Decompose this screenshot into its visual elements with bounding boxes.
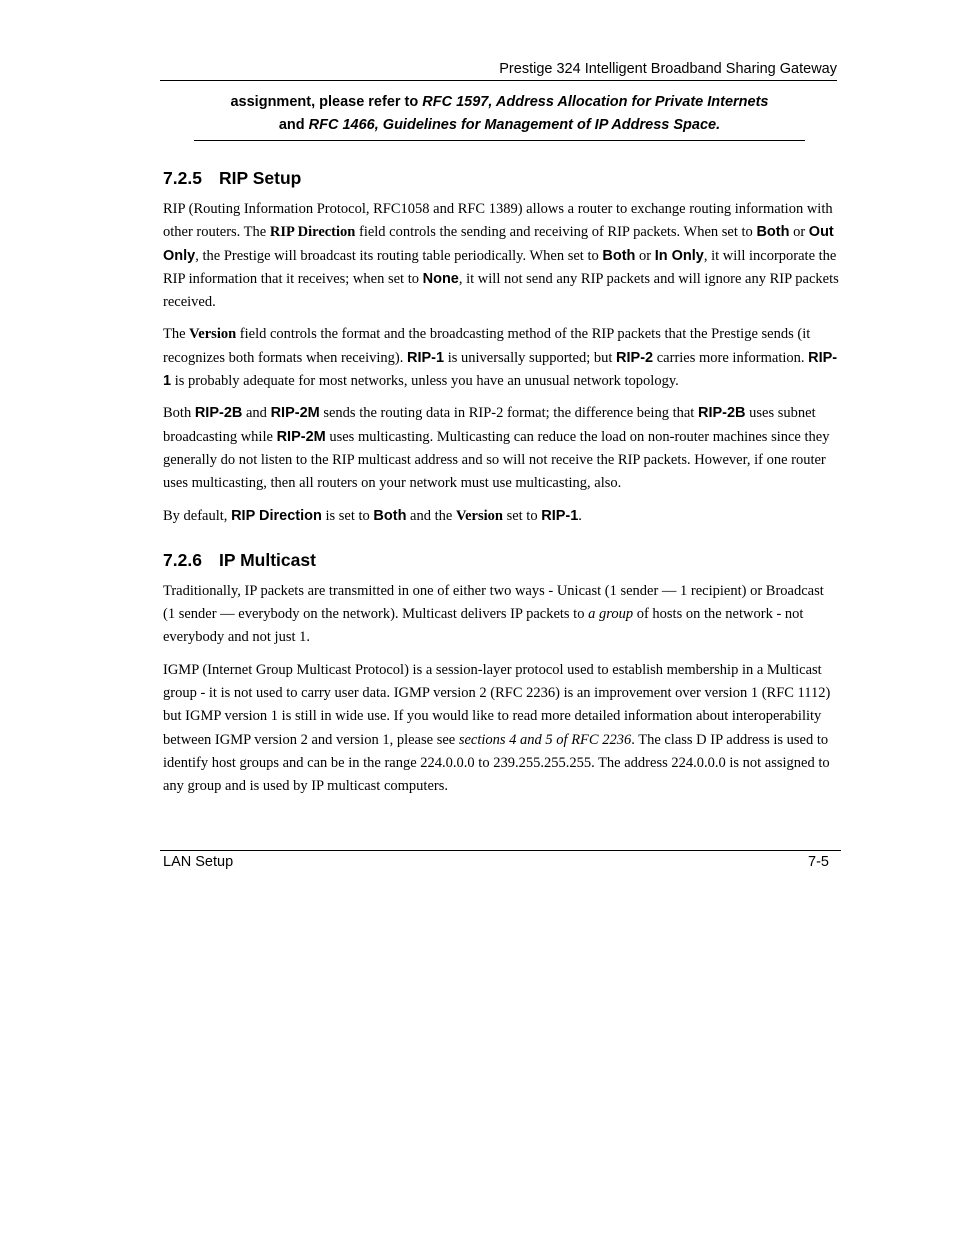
- text: field controls the format and the broadcasting method of the RIP packets that the Prestige sends (it recognizes both formats when receiving).: [163, 326, 811, 366]
- section-title: IP Multicast: [219, 549, 316, 570]
- field-name: Version: [189, 326, 237, 343]
- paragraph: [163, 323, 839, 393]
- option-name: RIP-2M: [270, 405, 320, 422]
- note-box: [194, 91, 805, 141]
- option-name: RIP-1: [541, 507, 579, 524]
- note-text: assignment, please refer to: [230, 94, 423, 110]
- paragraph: [163, 505, 839, 528]
- text: set to: [502, 507, 542, 524]
- note-rfc1597: RFC 1597, Address Allocation for Private Internets: [422, 94, 769, 110]
- main-content: [163, 166, 839, 808]
- paragraph: [163, 580, 839, 650]
- emphasis: sections 4 and 5 of RFC 2236: [458, 731, 632, 748]
- text: . The class D IP address is used to identify host groups and can be in the range 224.0.0.0 to 239.255.255.255. The address 224.0.0.0 is not assigned to any group and is used by IP multicast computers.: [163, 731, 830, 795]
- text: , it will not send any RIP packets and will ignore any RIP packets received.: [163, 270, 839, 311]
- text: , the Prestige will broadcast its routing table periodically. When set to: [195, 247, 603, 264]
- footer-chapter: LAN Setup: [163, 854, 234, 870]
- field-name: Version: [455, 507, 503, 524]
- text: IGMP (Internet Group Multicast Protocol) is a session-layer protocol used to establish membership in a Multicast group - it is not used to carry user data. IGMP version 2 (RFC 2236) is an improvement over version 1 (RFC 1112) but IGMP version 1 is still in wide use. If you would like to read more detailed information about interoperability between IGMP version 2 and version 1, please see: [163, 661, 831, 748]
- text: The: [163, 326, 190, 343]
- option-name: Out Only: [163, 224, 834, 264]
- text: and the: [406, 507, 456, 524]
- option-name: RIP-2M: [276, 428, 326, 445]
- text: .: [578, 507, 582, 524]
- page-number: 7-5: [808, 854, 829, 870]
- text: and: [242, 405, 271, 422]
- text: is set to: [321, 507, 374, 524]
- text: Both: [163, 405, 195, 422]
- paragraph: [163, 198, 839, 314]
- text: field controls the sending and receiving of RIP packets. When set to: [355, 224, 757, 241]
- option-name: In Only: [654, 247, 704, 264]
- page-footer: [160, 850, 841, 871]
- field-name: RIP Direction: [269, 224, 356, 241]
- text: carries more information.: [653, 349, 809, 366]
- option-name: Both: [756, 224, 790, 241]
- text: or: [635, 247, 655, 264]
- option-name: RIP-1: [163, 349, 838, 390]
- option-name: RIP-2: [616, 349, 654, 366]
- text: or: [789, 224, 809, 241]
- section-heading-rip-setup: [163, 166, 839, 190]
- text: uses multicasting. Multicasting can reduce the load on non-router machines since they generally do not listen to the RIP multicast address and so will not receive the RIP packets. However, if one router uses multicasting, then all routers on your network must use multicasting, also.: [163, 428, 830, 492]
- option-name: None: [422, 270, 459, 287]
- text: , it will incorporate the RIP information that it receives; when set to: [163, 247, 837, 287]
- option-name: RIP-1: [407, 349, 445, 366]
- text: uses subnet broadcasting while: [163, 405, 816, 445]
- page-header: [160, 60, 837, 81]
- text: is probably adequate for most networks, unless you have an unusual network topology.: [171, 373, 679, 390]
- section-heading-ip-multicast: [163, 548, 839, 572]
- note-rfc1466: RFC 1466, Guidelines for Management of IP Address Space.: [308, 117, 721, 133]
- paragraph: [163, 402, 839, 495]
- text: of hosts on the network - not everybody and not just 1.: [163, 606, 804, 646]
- text: Traditionally, IP packets are transmitted in one of either two ways - Unicast (1 sender — 1 recipient) or Broadcast (1 sender — everybody on the network). Multicast delivers IP packets to: [163, 582, 824, 623]
- option-name: Both: [373, 507, 407, 524]
- text: is universally supported; but: [444, 349, 617, 366]
- option-name: RIP-2B: [697, 405, 746, 422]
- field-name: RIP Direction: [231, 507, 322, 524]
- text: By default,: [163, 507, 232, 524]
- option-name: Both: [602, 247, 636, 264]
- header-title: Prestige 324 Intelligent Broadband Sharing Gateway: [499, 61, 837, 77]
- text: RIP (Routing Information Protocol, RFC1058 and RFC 1389) allows a router to exchange routing information with other routers. The: [163, 201, 833, 241]
- section-number: 7.2.6: [163, 549, 202, 570]
- note-text: and: [278, 117, 309, 133]
- section-number: 7.2.5: [163, 168, 202, 188]
- paragraph: [163, 659, 839, 799]
- text: sends the routing data in RIP-2 format; the difference being that: [319, 405, 698, 422]
- emphasis: a group: [588, 606, 634, 623]
- option-name: RIP-2B: [194, 405, 243, 422]
- section-title: RIP Setup: [219, 168, 302, 188]
